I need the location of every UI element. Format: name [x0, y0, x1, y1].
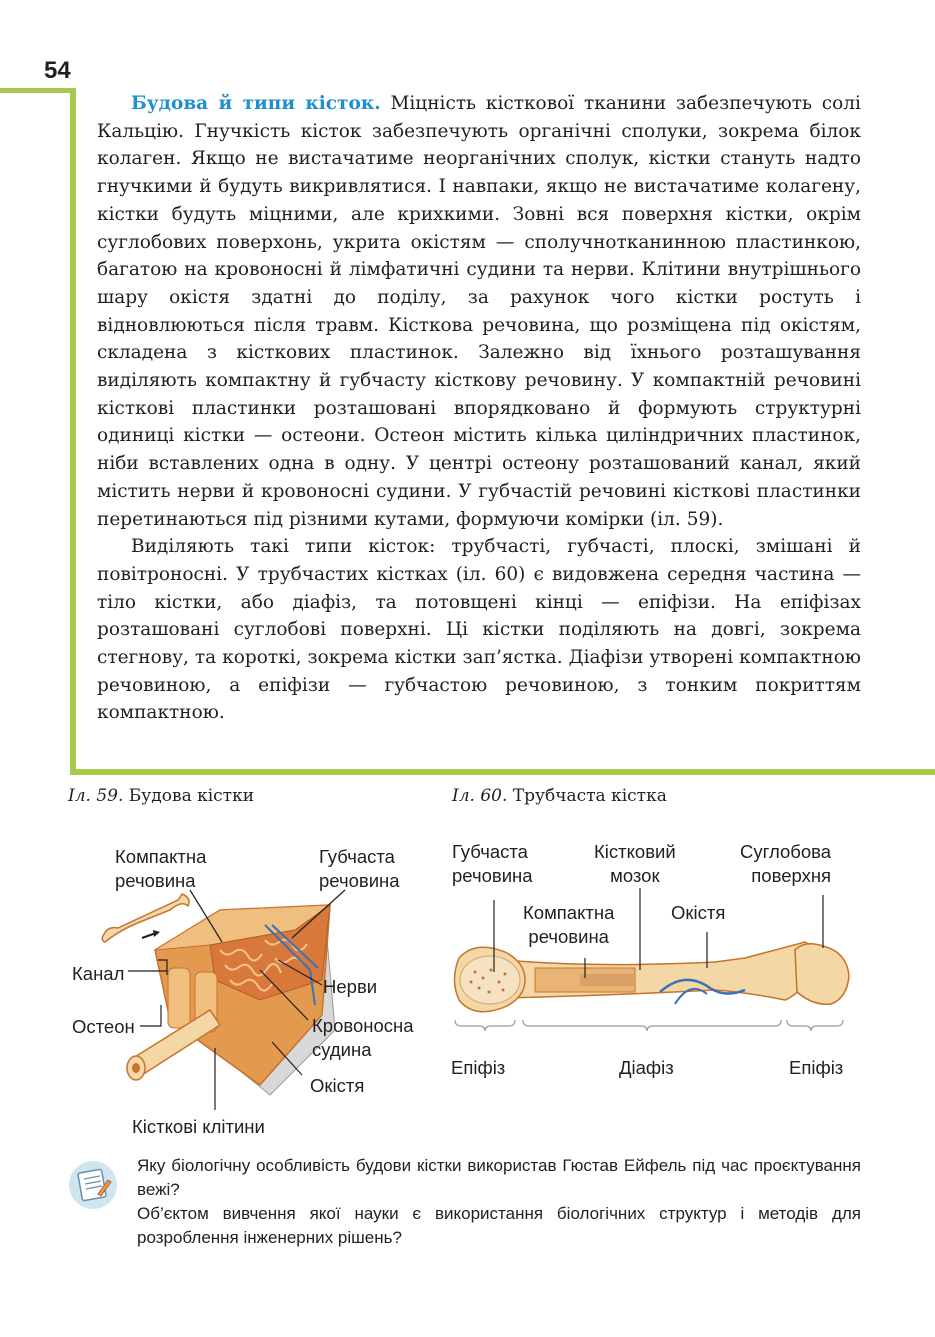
label-articular-surface: Суглобова поверхня	[740, 841, 832, 886]
label-bone-cells: Кісткові клітини	[132, 1116, 265, 1137]
section-heading: Будова й типи кісток.	[131, 93, 381, 114]
notebook-question-icon	[68, 1160, 118, 1210]
label-nerves: Нерви	[323, 976, 378, 997]
figure60-caption-number: Іл. 60.	[452, 786, 508, 806]
paragraph-1	[97, 90, 861, 533]
label-osteon: Остеон	[72, 1016, 135, 1037]
small-bone-icon	[102, 894, 189, 942]
figure59-caption-number: Іл. 59.	[68, 786, 124, 806]
figure60-caption-text: Трубчаста кістка	[507, 786, 667, 806]
label-periosteum-60: Окістя	[671, 902, 726, 923]
paragraph-1-text: Міцність кісткової тканини забезпечують солі Кальцію. Гнучкість кісток забезпечують органічні сполуки, зокрема білок колаген. Якщо не вистачатиме неорганічних сполук, кістки стануть надто гнучкими й будуть викривлятися. І навпаки, якщо не вистачатиме колагену, кістки будуть міцними, але крихкими. Зовні вся поверхня кістки, окрім суглобових поверхонь, укрита окістям — сполучнотканинною пластинкою, багатою на кровоносні й лімфатичні судини та нерви. Клітини внутрішнього шару окістя здатні до поділу, за рахунок чого кістки ростуть і відновлюються після травм. Кісткова речовина, що розміщена під окістям, складена з кісткових пластинок. Залежно від їхнього розташування виділяють компактну й губчасту кісткову речовину. У компактній речовині кісткові пластинки розташовані впорядковано й формують структурні одиниці кістки — остеони. Остеон містить кілька циліндричних пластинок, ніби вставлених одна в одну. У центрі остеону розташований канал, який містить нерви й кровоносні судини. У губчастій речовині кісткові пластинки перетинаються під різними кутами, формуючи комірки (іл. 59).	[97, 93, 861, 530]
label-epiphysis-right: Епіфіз	[789, 1057, 844, 1078]
label-spongy-substance-60: Губчаста речовина	[452, 841, 533, 886]
label-compact-substance-59: Компактна речовина	[115, 846, 207, 891]
frame-left-border	[70, 88, 76, 775]
label-epiphysis-left: Епіфіз	[451, 1057, 506, 1078]
questions-block	[137, 1154, 861, 1250]
paragraph-2: Виділяють такі типи кісток: трубчасті, губчасті, плоскі, змішані й повітроносні. У трубчастих кістках (іл. 60) є видовжена середня частина — тіло кістки, або діафіз, та потовщені кінці — епіфізи. На епіфізах розташовані суглобові поверхні. Ці кістки поділяють на довгі, зокрема стегнову, та короткі, зокрема кістки зап’ястка. Діафізи утворені компактною речовиною, а епіфізи — губчастою речовиною, з тонким покриттям компактною.	[97, 536, 861, 724]
osteon-cylinders	[127, 968, 220, 1080]
figure60-caption	[452, 786, 667, 806]
page-number: 54	[44, 57, 71, 84]
question-1: Яку біологічну особливість будови кістки використав Гюстав Ейфель під час проєктування вежі?	[137, 1156, 861, 1199]
figure59-caption-text: Будова кістки	[123, 786, 255, 806]
label-blood-vessel: Кровоносна судина	[312, 1015, 414, 1060]
label-canal: Канал	[72, 963, 125, 984]
label-diaphysis: Діафіз	[619, 1057, 674, 1078]
label-bone-marrow: Кістковий мозок	[594, 841, 676, 886]
label-compact-substance-60: Компактна речовина	[523, 902, 615, 947]
label-periosteum-59: Окістя	[310, 1075, 365, 1096]
label-spongy-substance-59: Губчаста речовина	[319, 846, 400, 891]
main-text	[97, 90, 861, 727]
frame-top-border	[0, 88, 76, 93]
question-2: Об’єктом вивчення якої науки є використання біологічних структур і методів для розроблення інженерних рішень?	[137, 1204, 861, 1247]
frame-bottom-border	[70, 769, 935, 775]
tubular-bone-illustration	[445, 880, 860, 1060]
figure59-caption	[68, 786, 254, 806]
